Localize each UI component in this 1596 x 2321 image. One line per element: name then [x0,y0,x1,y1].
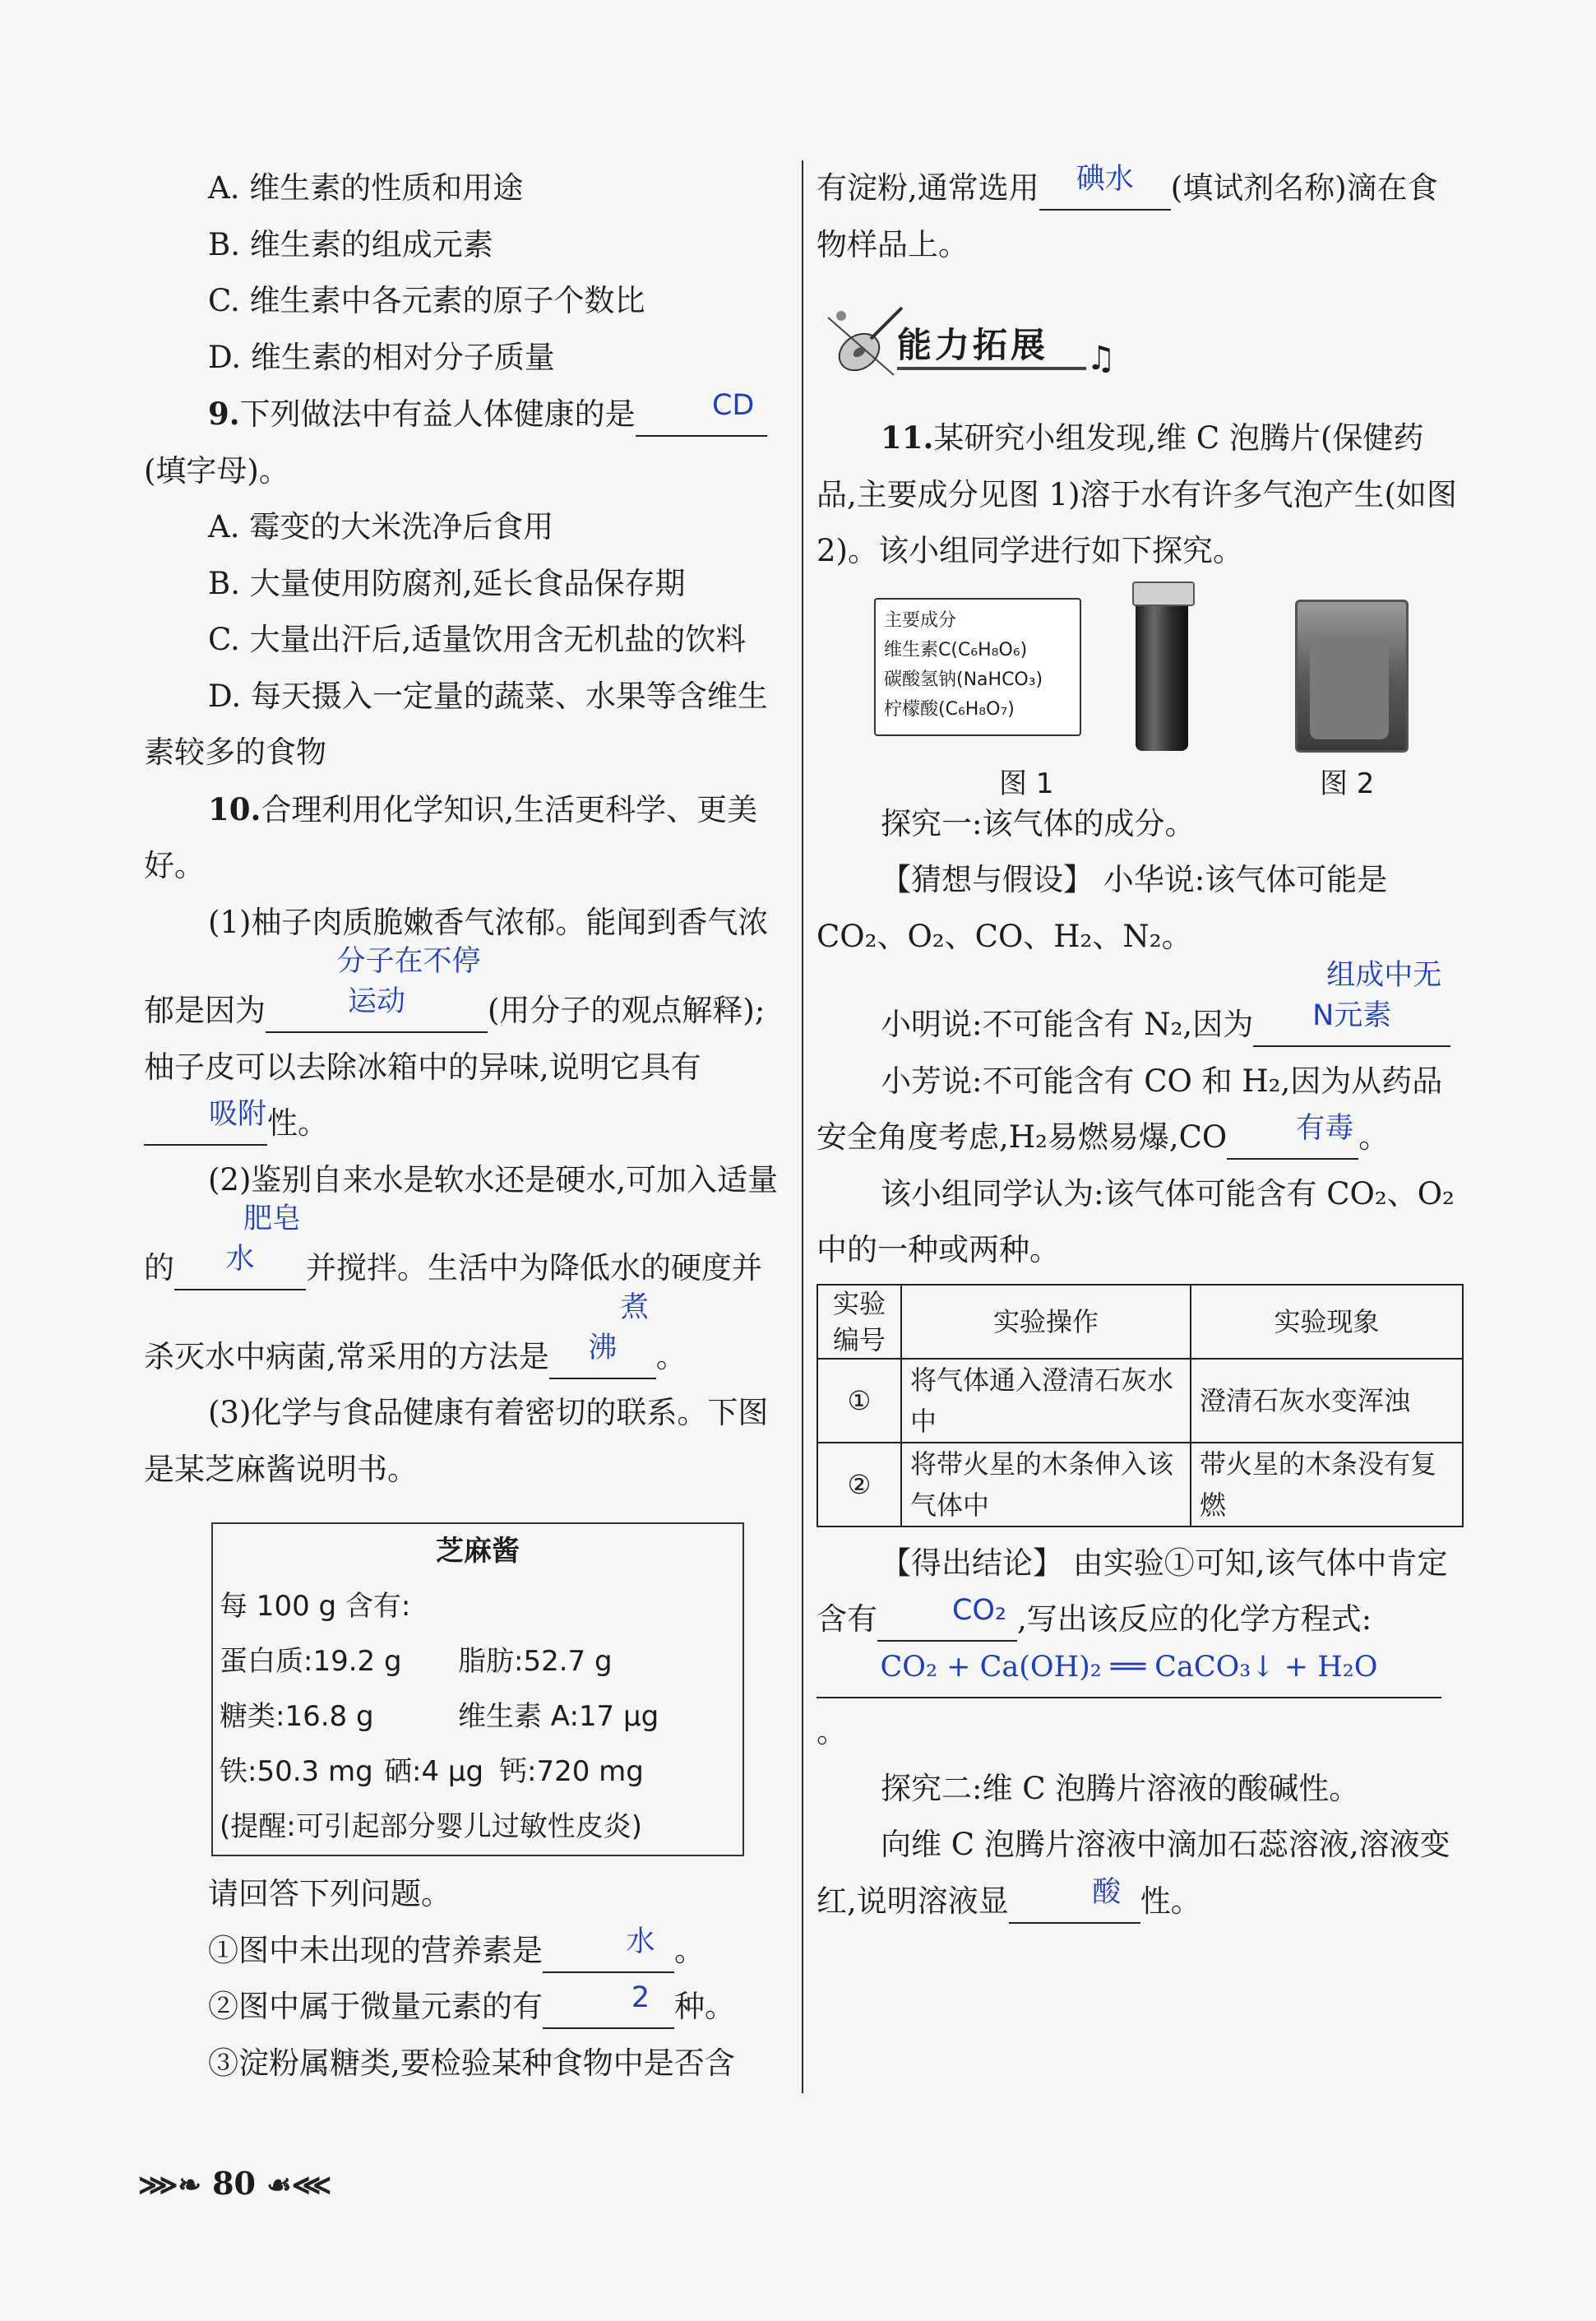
q10-ask: 请回答下列问题。 [208,1876,451,1911]
table-row [817,1443,1463,1526]
label-iron: 铁:50.3 mg [220,1755,373,1788]
q10-p2-blank1 [174,1202,306,1290]
q11-number: 11. [881,419,934,456]
xiaoming-blank [1253,959,1450,1047]
q10-sub3-answer: 碘水 [1076,163,1134,196]
xiaofang-end: 。 [1358,1119,1390,1155]
q8-option-c: C. 维生素中各元素的原子个数比 [208,283,645,318]
table-cell: 带火星的木条没有复燃 [1191,1443,1463,1526]
q10-part3: (3)化学与食品健康有着密切的联系。下图是某芝麻酱说明书。 [144,1395,769,1487]
q10-sub3-blank [1039,163,1171,211]
q10-p2-text-a: (2)鉴别自来水是软水还是硬水,可加入适量的 [144,1161,779,1286]
q9-option-a: A. 霉变的大米洗净后食用 [208,509,554,544]
fig1-line: 主要成分 [884,609,957,631]
label-row-3 [220,1744,736,1800]
section-header [817,294,1464,393]
conclusion-text-a: 【得出结论】 由实验①可知,该气体中肯定含有 [817,1545,1448,1637]
q10-stem: 合理利用化学知识,生活更科学、更美好。 [144,791,758,883]
label-title: 芝麻酱 [436,1535,520,1568]
figure1-caption: 图 1 [999,767,1054,800]
right-ornament-icon: ☙⋘ [266,2169,332,2202]
table-cell: 将气体通入澄清石灰水中 [901,1359,1191,1443]
question-10 [144,781,781,895]
q9-number: 9. [208,396,240,432]
table-row [817,1359,1463,1443]
q10-sub3-text-b: (填试剂名称)滴在食物样品上。 [817,170,1438,262]
table-cell: ② [817,1443,901,1526]
q9-answer: CD [711,389,755,422]
q10-p1-text-a: (1)柚子肉质脆嫩香气浓郁。能闻到香气浓郁是因为 [144,904,769,1028]
litmus-blank [1009,1875,1140,1924]
table-header-row [817,1285,1463,1359]
label-row-1 [220,1634,736,1689]
fig1-line: 维生素C(C₆H₈O₆) [884,639,1028,660]
label-fat: 脂肪:52.7 g [458,1645,613,1678]
q10-p2-answer2: 煮沸 [588,1290,650,1364]
q10-p1-answer2: 吸附 [208,1098,266,1131]
q10-p1-text-b: (用分子的观点解释);柚子皮可以去除冰箱中的异味,说明它具有 [144,993,766,1085]
q9-option-c: C. 大量出汗后,适量饮用含无机盐的饮料 [208,622,747,657]
label-sugar: 糖类:16.8 g [220,1700,374,1733]
group-conclusion: 该小组同学认为:该气体可能含有 CO₂、O₂中的一种或两种。 [817,1175,1455,1267]
explore-2: 探究二:维 C 泡腾片溶液的酸碱性。 [881,1770,1360,1806]
litmus-end: 性。 [1140,1883,1201,1919]
left-ornament-icon: ⋙❧ [138,2169,201,2202]
table-header: 实验操作 [901,1285,1191,1359]
table-cell: ① [817,1359,901,1443]
column-divider [802,160,803,2093]
table-cell: 澄清石灰水变浑浊 [1191,1359,1463,1443]
q10-number: 10. [208,790,261,827]
q9-option-b: B. 大量使用防腐剂,延长食品保存期 [208,565,686,601]
xiaoming-answer: 组成中无N元素 [1312,959,1442,1032]
q10-sub1-text: ①图中未出现的营养素是 [208,1932,543,1968]
label-protein: 蛋白质:19.2 g [220,1645,402,1678]
xiaofang-claim [817,1054,1464,1166]
q10-sub3-text-a: 有淀粉,通常选用 [817,170,1039,206]
q9-option-d: D. 每天摄入一定量的蔬菜、水果等含维生素较多的食物 [144,678,768,770]
experiment-table [817,1284,1464,1527]
q10-p1-answer1: 分子在不停运动 [336,945,481,1018]
label-calcium: 钙:720 mg [499,1755,644,1788]
q11-stem: 某研究小组发现,维 C 泡腾片(保健药品,主要成分见图 1)溶于水有许多气泡产生(如图 2)。该小组同学进行如下探究。 [817,420,1457,568]
equation-line [817,1648,1464,1761]
xiaoming-claim [817,959,1464,1054]
xiaofang-blank [1227,1112,1358,1160]
litmus-test [817,1817,1464,1930]
conclusion-blank [877,1594,1017,1642]
glass-water [1310,644,1389,739]
table-cell: 将带火星的木条伸入该气体中 [901,1443,1191,1526]
q10-p1-blank1 [266,945,488,1033]
section-underline [897,367,1086,370]
q9-stem: 下列做法中有益人体健康的是 [239,396,636,432]
tablet-tube-image [1136,586,1188,751]
equation-end: 。 [817,1714,847,1749]
equation-answer: CO₂ + Ca(OH)₂ ══ CaCO₃↓ + H₂O [880,1650,1378,1684]
xiaoming-text: 小明说:不可能含有 N₂,因为 [881,1007,1254,1042]
figure2-caption: 图 2 [1320,767,1375,800]
figures [817,586,1464,800]
q10-sub2-text: ②图中属于微量元素的有 [208,1989,543,2024]
section-title: 能力拓展 [897,325,1049,365]
q10-sub2 [144,1979,781,2036]
litmus-text: 向维 C 泡腾片溶液中滴加石蕊溶液,溶液变红,说明溶液显 [817,1827,1450,1919]
explore-1: 探究一:该气体的成分。 [881,805,1196,841]
q8-option-d: D. 维生素的相对分子质量 [208,339,555,375]
fig1-line: 碳酸氢钠(NaHCO₃) [884,669,1043,690]
left-column [144,160,781,2092]
litmus-answer: 酸 [1092,1875,1122,1909]
conclusion-text-b: ,写出该反应的化学方程式: [1017,1601,1372,1637]
sesame-paste-label [211,1522,744,1856]
q10-p2-text-c: 。 [655,1338,687,1374]
music-note-icon: ♫ [1086,340,1116,378]
page-footer [138,2165,331,2202]
q10-sub1-answer: 水 [626,1925,655,1958]
q10-sub3: ③淀粉属糖类,要检验某种食物中是否含 [208,2045,735,2081]
label-vitamin-a: 维生素 A:17 μg [458,1700,659,1733]
fig1-line: 柠檬酸(C₆H₈O₇) [884,698,1015,720]
q10-p1-text-c: 性。 [267,1105,328,1141]
equation-blank [817,1650,1441,1698]
label-note: (提醒:可引起部分婴儿过敏性皮炎) [220,1810,642,1843]
q10-part2 [144,1152,781,1386]
q10-sub3-continued [817,160,1464,273]
q10-p2-answer1: 肥皂水 [225,1202,301,1276]
q10-sub2-blank [543,1981,674,2029]
q10-sub1 [144,1923,781,1980]
table-header: 实验现象 [1191,1285,1463,1359]
q10-p2-text-b: 并搅拌。生活中为降低水的硬度并杀灭水中病菌,常采用的方法是 [144,1250,762,1374]
q8-option-b: B. 维生素的组成元素 [208,226,493,262]
q10-p1-blank2 [144,1098,267,1146]
label-per-100g: 每 100 g 含有: [220,1590,411,1623]
tablet-tube-cap [1132,581,1195,606]
q8-option-a: A. 维生素的性质和用途 [208,170,524,206]
page-number: 80 [212,2165,256,2202]
question-11 [817,410,1464,580]
conclusion [817,1536,1464,1648]
question-9 [144,386,781,499]
table-header: 实验编号 [817,1285,901,1359]
label-selenium: 硒:4 μg [384,1755,484,1788]
q10-p2-blank2 [549,1290,656,1379]
q10-part1 [144,895,781,1152]
q10-sub1-blank [543,1925,674,1973]
xiaofang-answer: 有毒 [1296,1112,1354,1145]
q10-sub2-end: 种。 [674,1989,735,2024]
q9-answer-blank [636,389,767,437]
label-row-2 [220,1689,736,1744]
conclusion-answer: CO₂ [951,1594,1007,1627]
q9-tail: (填字母)。 [144,452,289,489]
q10-sub2-answer: 2 [631,1981,650,2014]
q10-sub1-end: 。 [674,1932,705,1968]
right-column [817,160,1464,1930]
xiaofang-text: 小芳说:不可能含有 CO 和 H₂,因为从药品安全角度考虑,H₂易燃易爆,CO [817,1063,1443,1155]
hypothesis: 【猜想与假设】 小华说:该气体可能是 CO₂、O₂、CO、H₂、N₂。 [817,862,1388,954]
figure1-ingredients-box [874,598,1081,736]
